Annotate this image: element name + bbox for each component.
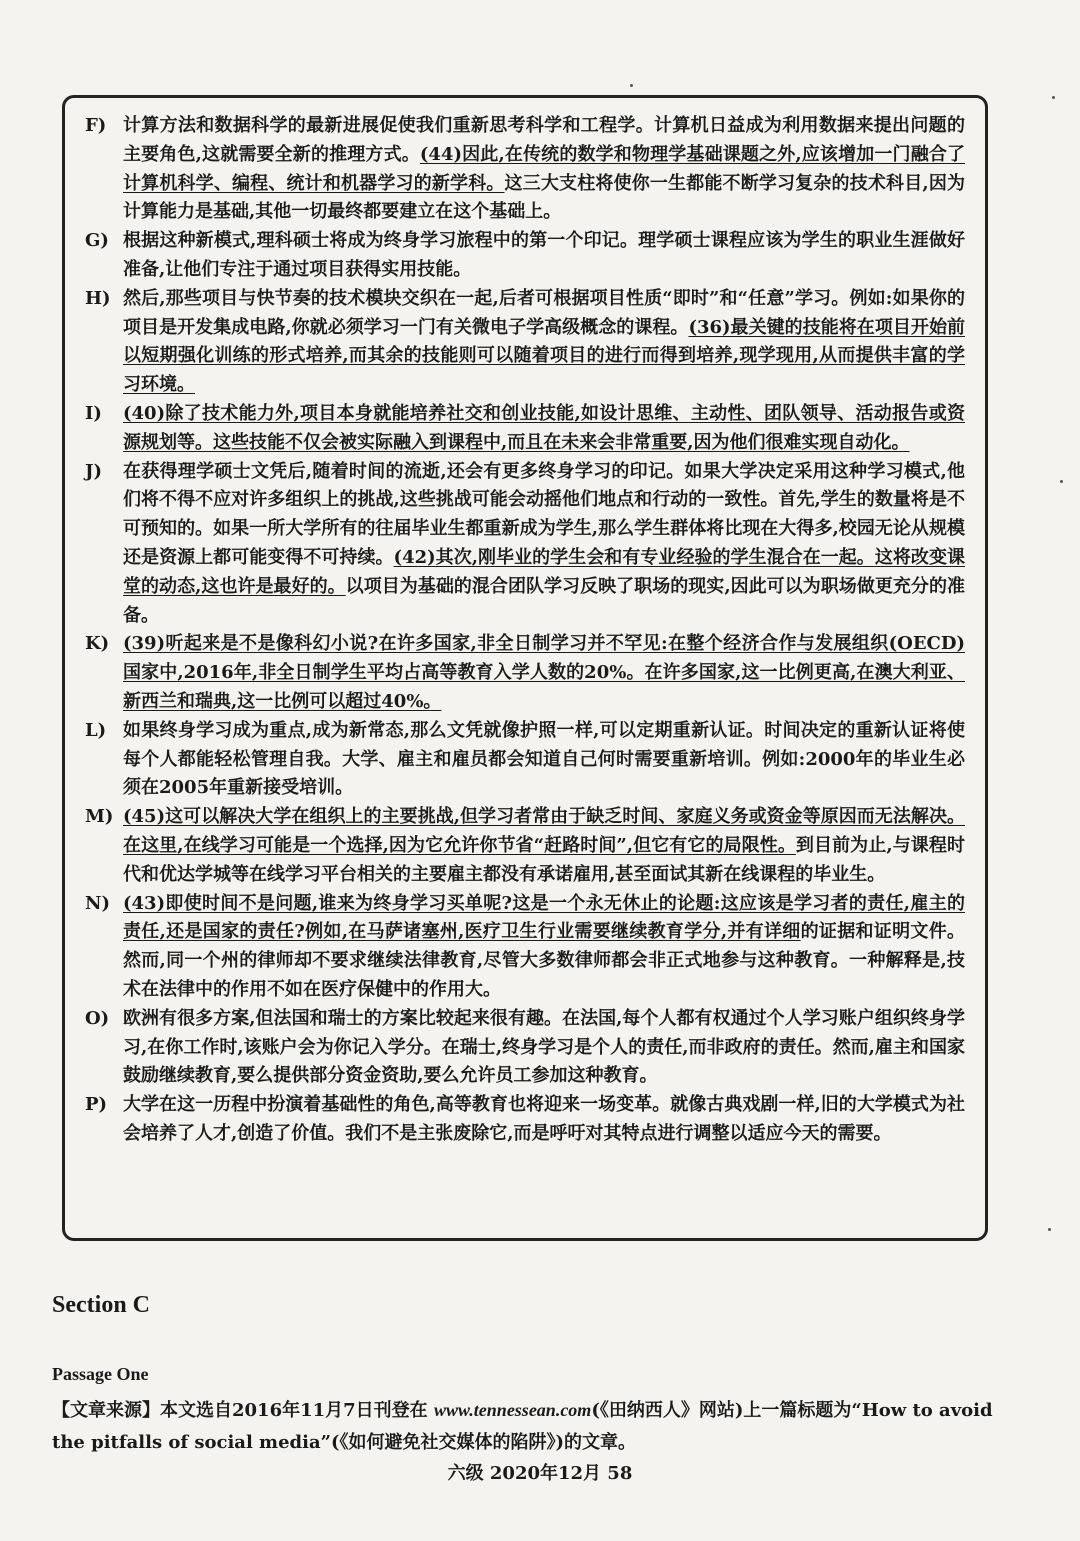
paragraph-letter: J) [85,460,103,482]
paragraph-text [123,285,965,400]
paragraph-text [123,803,965,889]
source-text-before: 本文选自2016年11月7日刊登在 [160,1400,428,1421]
scan-speck [1060,480,1063,483]
paragraph [85,285,965,400]
paragraph-letter: K) [85,633,110,655]
sentence: 的证据和证明文件。然而,同一个州的律师却不要求继续法律教育,尽管大多数律师都会非正式地参与这种教育。一种解释是,技术在法律中的作用不如在医疗保健中的作用大。 [123,921,965,1000]
paragraph [85,717,965,803]
paragraph-text [123,227,965,285]
paragraph-letter: N) [85,892,110,914]
paragraph-text [123,1091,965,1149]
sentence: 根据这种新模式,理科硕士将成为终身学习旅程中的第一个印记。理学硕士课程应该为学生的职业生涯做好准备,让他们专注于通过项目获得实用技能。 [123,230,965,280]
paragraph [85,890,965,1005]
paragraph-text [123,458,965,631]
paragraph-text [123,717,965,803]
underlined-sentence: (42)其次,刚毕业的学生会和有专业经验的学生混合在一起。这将改变课堂的动态,这也许是最好的。 [123,546,965,597]
paragraph-letter: M) [85,806,114,828]
underlined-sentence: (43)即使时间不是问题,谁来为终身学习买单呢?这是一个永无休止的论题:这应该是学习者的责任,雇主的责任,还是国家的责任?例如,在马萨诸塞州,医疗卫生行业需要继续教育学分,并有详细 [123,892,965,943]
underlined-sentence: (44)因此,在传统的数学和物理学基础课题之外,应该增加一门融合了计算机科学、编程、统计和机器学习的新学科。 [123,143,966,194]
scan-speck [630,84,633,87]
section-title: Section C [52,1292,150,1318]
sentence: 以项目为基础的混合团队学习反映了职场的现实,因此可以为职场做更充分的准备。 [123,575,965,626]
passage-title: Passage One [52,1364,149,1384]
paragraph [85,458,965,631]
underlined-sentence: (39)听起来是不是像科幻小说?在许多国家,非全日制学习并不罕见:在整个经济合作与发展组织(OECD)国家中,2016年,非全日制学生平均占高等教育入学人数的20%。在许多国家,这一比例更高,在澳大利亚、新西兰和瑞典,这一比例可以超过40%。 [123,633,965,712]
page-footer: 六级 2020年12月 58 [447,1463,633,1484]
sentence: 在获得理学硕士文凭后,随着时间的流逝,还会有更多终身学习的印记。如果大学决定采用这种学习模式,他们将不得不应对许多组织上的挑战,这些挑战可能会动摇他们地点和行动的一致性。首先,学生的数量将是不可预知的。如果一所大学所有的往届毕业生都重新成为学生,那么学生群体将比现在大得多,校园无论从规模还是资源上都可能变得不可持续。 [123,460,965,568]
paragraph [85,112,965,227]
sentence: 欧洲有很多方案,但法国和瑞士的方案比较起来很有趣。在法国,每个人都有权通过个人学习账户组织终身学习,在你工作时,该账户会为你记入学分。在瑞士,终身学习是个人的责任,而非政府的责任。然而,雇主和国家鼓励继续教育,要么提供部分资金资助,要么允许员工参加这种教育。 [123,1007,965,1087]
paragraph-text [123,400,965,458]
source-url: www.tennessean.com [433,1400,592,1420]
source-label: 【文章来源】 [52,1400,160,1421]
paragraph [85,630,965,716]
underlined-sentence: (36)最关键的技能将在项目开始前以短期强化训练的形式培养,而其余的技能则可以随着项目的进行而得到培养,现学现用,从而提供丰富的学习环境。 [123,316,965,396]
paragraph-letter: P) [85,1094,108,1116]
article-source [52,1394,1012,1459]
paragraph-text [123,630,965,716]
paragraph-text [123,112,965,227]
paragraph [85,227,965,285]
scan-speck [1048,1228,1051,1231]
underlined-sentence: (40)除了技术能力外,项目本身就能培养社交和创业技能,如设计思维、主动性、团队领导、活动报告或资源规划等。这些技能不仅会被实际融入到课程中,而且在未来会非常重要,因为他们很难实现自动化。 [123,402,965,453]
paragraph-letter: F) [85,115,107,136]
paragraph-text [123,890,965,1005]
paragraph [85,803,965,889]
reading-passage-box [62,95,988,1241]
source-text-after: (《田纳西人》网站)上一篇标题为“How to avoid the pitfalls of social media”(《如何避免社交媒体的陷阱》)的文章。 [52,1400,993,1453]
paragraph-letter: H) [85,287,111,309]
sentence: 如果终身学习成为重点,成为新常态,那么文凭就像护照一样,可以定期重新认证。时间决定的重新认证将使每个人都能轻松管理自我。大学、雇主和雇员都会知道自己何时需要重新培训。例如:2000年的毕业生必须在2005年重新接受培训。 [123,719,965,799]
underlined-sentence: (45)这可以解决大学在组织上的主要挑战,但学习者常由于缺乏时间、家庭义务或资金等原因而无法解决。在这里,在线学习可能是一个选择,因为它允许你节省“赶路时间”,但它有它的局限性。 [123,806,965,856]
paragraph [85,1091,965,1149]
sentence: 大学在这一历程中扮演着基础性的角色,高等教育也将迎来一场变革。就像古典戏剧一样,旧的大学模式为社会培养了人才,创造了价值。我们不是主张废除它,而是呼吁对其特点进行调整以适应今天的需要。 [123,1094,965,1144]
sentence: 这三大支柱将使你一生都能不断学习复杂的技术科目,因为计算能力是基础,其他一切最终都要建立在这个基础上。 [123,172,965,223]
sentence: 计算方法和数据科学的最新进展促使我们重新思考科学和工程学。计算机日益成为利用数据来提出问题的主要角色,这就需要全新的推理方式。 [123,115,965,165]
sentence: 到目前为止,与课程时代和优达学城等在线学习平台相关的主要雇主都没有承诺雇用,甚至面试其新在线课程的毕业生。 [123,834,965,885]
paragraph-letter: O) [85,1007,110,1029]
paragraph-text [123,1005,965,1091]
paragraph [85,400,965,458]
paragraph [85,1005,965,1091]
paragraph-letter: G) [85,230,109,252]
paragraph-list [85,112,965,1149]
sentence: 然后,那些项目与快节奏的技术模块交织在一起,后者可根据项目性质“即时”和“任意”学习。例如:如果你的项目是开发集成电路,你就必须学习一门有关微电子学高级概念的课程。 [123,287,965,338]
scan-speck [1052,96,1055,99]
paragraph-letter: L) [85,719,107,741]
paragraph-letter: I) [85,402,102,424]
